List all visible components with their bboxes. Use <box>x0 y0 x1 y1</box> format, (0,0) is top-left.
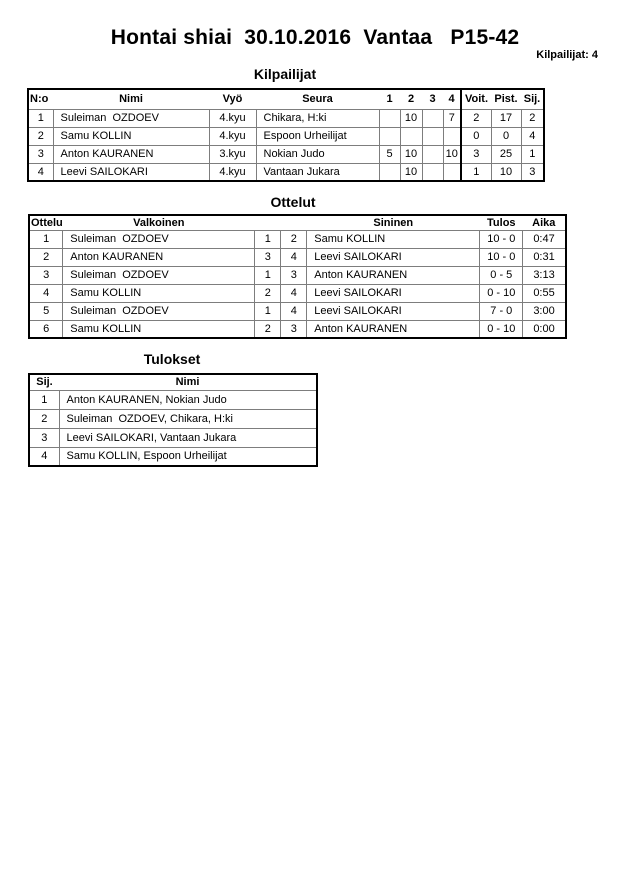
cell-sij: 4 <box>29 447 59 466</box>
competitor-count-label: Kilpailijat: 4 <box>536 49 598 61</box>
cell-sij: 2 <box>521 109 544 127</box>
table-row <box>28 109 544 127</box>
col-header-no: N:o <box>28 89 53 109</box>
cell-match-no: 5 <box>29 302 63 320</box>
cell-blue-no: 3 <box>281 320 307 338</box>
cell-match-no: 2 <box>29 248 63 266</box>
cell-nimi: Samu KOLLIN <box>53 127 209 145</box>
cell-blue-no: 3 <box>281 266 307 284</box>
cell-sij: 2 <box>29 409 59 428</box>
cell-valkoinen: Anton KAURANEN <box>63 248 255 266</box>
col-header-4: 4 <box>443 89 461 109</box>
cell-white-no: 1 <box>255 302 281 320</box>
table-row <box>29 409 317 428</box>
cell-voit: 2 <box>461 109 491 127</box>
cell-vyo: 4.kyu <box>209 109 256 127</box>
cell-score-3 <box>422 127 443 145</box>
cell-score-3 <box>422 163 443 181</box>
table-row <box>28 145 544 163</box>
cell-sininen: Anton KAURANEN <box>307 320 480 338</box>
cell-nimi: Anton KAURANEN, Nokian Judo <box>59 390 317 409</box>
cell-score-2 <box>400 127 422 145</box>
col-header-sij: Sij. <box>29 374 59 390</box>
cell-sij: 3 <box>29 428 59 447</box>
cell-voit: 3 <box>461 145 491 163</box>
table-row <box>29 284 566 302</box>
page-title: Hontai shiai 30.10.2016 Vantaa P15-42 <box>110 26 520 49</box>
cell-score-1: 5 <box>379 145 400 163</box>
col-header-ottelu: Ottelu <box>31 216 63 229</box>
cell-score-4: 7 <box>443 109 461 127</box>
cell-aika: 0:31 <box>523 248 566 266</box>
ottelut-table <box>28 214 567 339</box>
cell-seura: Nokian Judo <box>256 145 379 163</box>
cell-white-no: 2 <box>255 320 281 338</box>
cell-white-no: 1 <box>255 230 281 248</box>
tulokset-header-row <box>29 374 317 390</box>
cell-match-no: 1 <box>29 230 63 248</box>
cell-aika: 0:47 <box>523 230 566 248</box>
cell-sij: 3 <box>521 163 544 181</box>
cell-match-no: 3 <box>29 266 63 284</box>
cell-valkoinen: Samu KOLLIN <box>63 320 255 338</box>
cell-nimi: Leevi SAILOKARI, Vantaan Jukara <box>59 428 317 447</box>
cell-score-1 <box>379 109 400 127</box>
cell-voit: 1 <box>461 163 491 181</box>
cell-score-3 <box>422 145 443 163</box>
cell-seura: Espoon Urheilijat <box>256 127 379 145</box>
cell-seura: Vantaan Jukara <box>256 163 379 181</box>
col-header-pist: Pist. <box>491 89 521 109</box>
table-row <box>29 428 317 447</box>
cell-pist: 10 <box>491 163 521 181</box>
col-header-2: 2 <box>400 89 422 109</box>
col-header-nimi: Nimi <box>53 89 209 109</box>
cell-valkoinen: Suleiman OZDOEV <box>63 302 255 320</box>
col-header-seura: Seura <box>256 89 379 109</box>
cell-no: 4 <box>28 163 53 181</box>
cell-pist: 25 <box>491 145 521 163</box>
cell-aika: 3:00 <box>523 302 566 320</box>
section-title-ottelut: Ottelut <box>270 194 316 210</box>
cell-tulos: 7 - 0 <box>480 302 523 320</box>
cell-pist: 0 <box>491 127 521 145</box>
table-row <box>29 390 317 409</box>
cell-nimi: Anton KAURANEN <box>53 145 209 163</box>
col-header-nimi: Nimi <box>59 374 317 390</box>
ottelut-header-row <box>29 215 566 230</box>
cell-vyo: 4.kyu <box>209 163 256 181</box>
table-row <box>28 163 544 181</box>
tulokset-table <box>28 373 318 467</box>
cell-sininen: Samu KOLLIN <box>307 230 480 248</box>
col-header-blue-no <box>281 215 307 230</box>
cell-sij: 1 <box>29 390 59 409</box>
cell-sij: 4 <box>521 127 544 145</box>
table-row <box>29 302 566 320</box>
cell-pist: 17 <box>491 109 521 127</box>
cell-score-4 <box>443 127 461 145</box>
cell-nimi: Samu KOLLIN, Espoon Urheilijat <box>59 447 317 466</box>
cell-vyo: 4.kyu <box>209 127 256 145</box>
cell-blue-no: 4 <box>281 248 307 266</box>
cell-vyo: 3.kyu <box>209 145 256 163</box>
cell-white-no: 3 <box>255 248 281 266</box>
cell-nimi: Suleiman OZDOEV <box>53 109 209 127</box>
cell-no: 3 <box>28 145 53 163</box>
cell-aika: 0:00 <box>523 320 566 338</box>
cell-tulos: 10 - 0 <box>480 230 523 248</box>
cell-white-no: 1 <box>255 266 281 284</box>
cell-score-2: 10 <box>400 109 422 127</box>
kilpailijat-table <box>27 88 545 182</box>
cell-no: 1 <box>28 109 53 127</box>
cell-valkoinen: Samu KOLLIN <box>63 284 255 302</box>
col-header-aika: Aika <box>523 215 566 230</box>
cell-blue-no: 2 <box>281 230 307 248</box>
col-header-tulos: Tulos <box>480 215 523 230</box>
table-row <box>29 266 566 284</box>
cell-tulos: 0 - 10 <box>480 284 523 302</box>
cell-no: 2 <box>28 127 53 145</box>
section-title-kilpailijat: Kilpailijat <box>253 66 317 82</box>
cell-sininen: Leevi SAILOKARI <box>307 248 480 266</box>
cell-score-2: 10 <box>400 163 422 181</box>
table-row <box>29 230 566 248</box>
col-header-sij: Sij. <box>521 89 544 109</box>
cell-sininen: Leevi SAILOKARI <box>307 284 480 302</box>
col-header-white-no <box>255 215 281 230</box>
cell-score-2: 10 <box>400 145 422 163</box>
col-header-valkoinen: Valkoinen <box>63 215 255 230</box>
cell-score-4: 10 <box>443 145 461 163</box>
cell-blue-no: 4 <box>281 302 307 320</box>
cell-voit: 0 <box>461 127 491 145</box>
cell-match-no: 4 <box>29 284 63 302</box>
cell-blue-no: 4 <box>281 284 307 302</box>
cell-score-3 <box>422 109 443 127</box>
cell-score-1 <box>379 127 400 145</box>
cell-match-no: 6 <box>29 320 63 338</box>
cell-valkoinen: Suleiman OZDOEV <box>63 266 255 284</box>
col-header-1: 1 <box>379 89 400 109</box>
cell-sininen: Anton KAURANEN <box>307 266 480 284</box>
col-header-3: 3 <box>422 89 443 109</box>
cell-score-4 <box>443 163 461 181</box>
cell-score-1 <box>379 163 400 181</box>
table-row <box>29 320 566 338</box>
cell-seura: Chikara, H:ki <box>256 109 379 127</box>
col-header-voit: Voit. <box>461 89 491 109</box>
col-header-vyo: Vyö <box>209 89 256 109</box>
cell-white-no: 2 <box>255 284 281 302</box>
cell-tulos: 10 - 0 <box>480 248 523 266</box>
col-header-sininen: Sininen <box>307 215 480 230</box>
cell-tulos: 0 - 10 <box>480 320 523 338</box>
table-row <box>29 248 566 266</box>
cell-valkoinen: Suleiman OZDOEV <box>63 230 255 248</box>
section-title-tulokset: Tulokset <box>143 351 201 367</box>
cell-aika: 0:55 <box>523 284 566 302</box>
cell-aika: 3:13 <box>523 266 566 284</box>
cell-sij: 1 <box>521 145 544 163</box>
kilpailijat-header-row <box>28 89 544 109</box>
table-row <box>28 127 544 145</box>
cell-sininen: Leevi SAILOKARI <box>307 302 480 320</box>
cell-nimi: Leevi SAILOKARI <box>53 163 209 181</box>
table-row <box>29 447 317 466</box>
cell-tulos: 0 - 5 <box>480 266 523 284</box>
cell-nimi: Suleiman OZDOEV, Chikara, H:ki <box>59 409 317 428</box>
